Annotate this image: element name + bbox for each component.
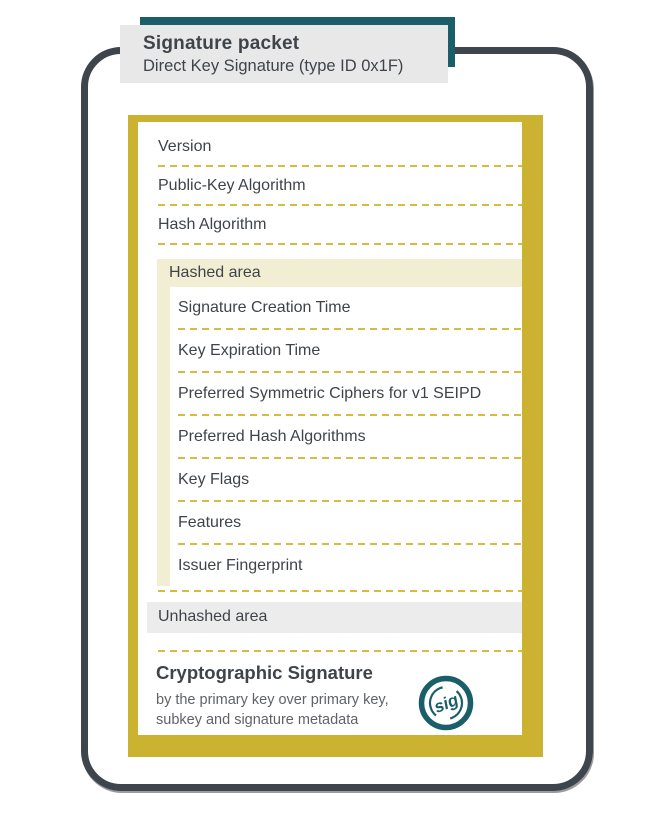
hashed-area-label: Hashed area — [169, 264, 261, 281]
field-label: Hash Algorithm — [158, 216, 267, 233]
cryptographic-signature-title: Cryptographic Signature — [156, 662, 373, 683]
subpacket-key-expiration-time — [170, 330, 522, 373]
field-version — [138, 128, 522, 167]
unhashed-area-label: Unhashed area — [158, 608, 268, 625]
hashed-area — [157, 259, 522, 586]
subpacket-key-flags — [170, 459, 522, 502]
field-public-key-algorithm — [138, 167, 522, 206]
sig-stamp-icon — [418, 675, 474, 731]
description-line: by the primary key over primary key, — [156, 692, 389, 708]
subpacket-label: Key Expiration Time — [178, 342, 321, 359]
packet-body — [138, 122, 522, 735]
subpacket-issuer-fingerprint — [170, 545, 522, 586]
packet-header-label — [120, 25, 448, 83]
unhashed-area — [147, 602, 522, 633]
subpacket-features — [170, 502, 522, 545]
dashed-divider — [158, 650, 522, 652]
subpacket-label: Key Flags — [178, 471, 250, 488]
packet-subtitle: Direct Key Signature (type ID 0x1F) — [143, 56, 404, 75]
dashed-divider — [158, 243, 522, 245]
subpacket-preferred-symmetric-ciphers — [170, 373, 522, 416]
dashed-divider — [158, 590, 522, 592]
cryptographic-signature-section — [138, 661, 522, 730]
signature-packet-card — [128, 115, 543, 757]
subpacket-label: Signature Creation Time — [178, 299, 351, 316]
subpacket-label: Preferred Symmetric Ciphers for v1 SEIPD — [178, 385, 482, 402]
field-label: Public-Key Algorithm — [158, 177, 306, 194]
description-line: subkey and signature metadata — [156, 711, 359, 728]
subpacket-label: Features — [178, 514, 242, 531]
subpacket-label: Preferred Hash Algorithms — [178, 428, 366, 445]
sig-stamp-text: sig — [431, 690, 462, 717]
subpacket-label: Issuer Fingerprint — [178, 557, 303, 574]
subpacket-preferred-hash-algorithms — [170, 416, 522, 459]
packet-title: Signature packet — [143, 32, 300, 54]
subpacket-signature-creation-time — [170, 287, 522, 330]
field-label: Version — [158, 138, 212, 155]
hashed-area-subpackets — [170, 287, 522, 586]
field-hash-algorithm — [138, 206, 522, 245]
